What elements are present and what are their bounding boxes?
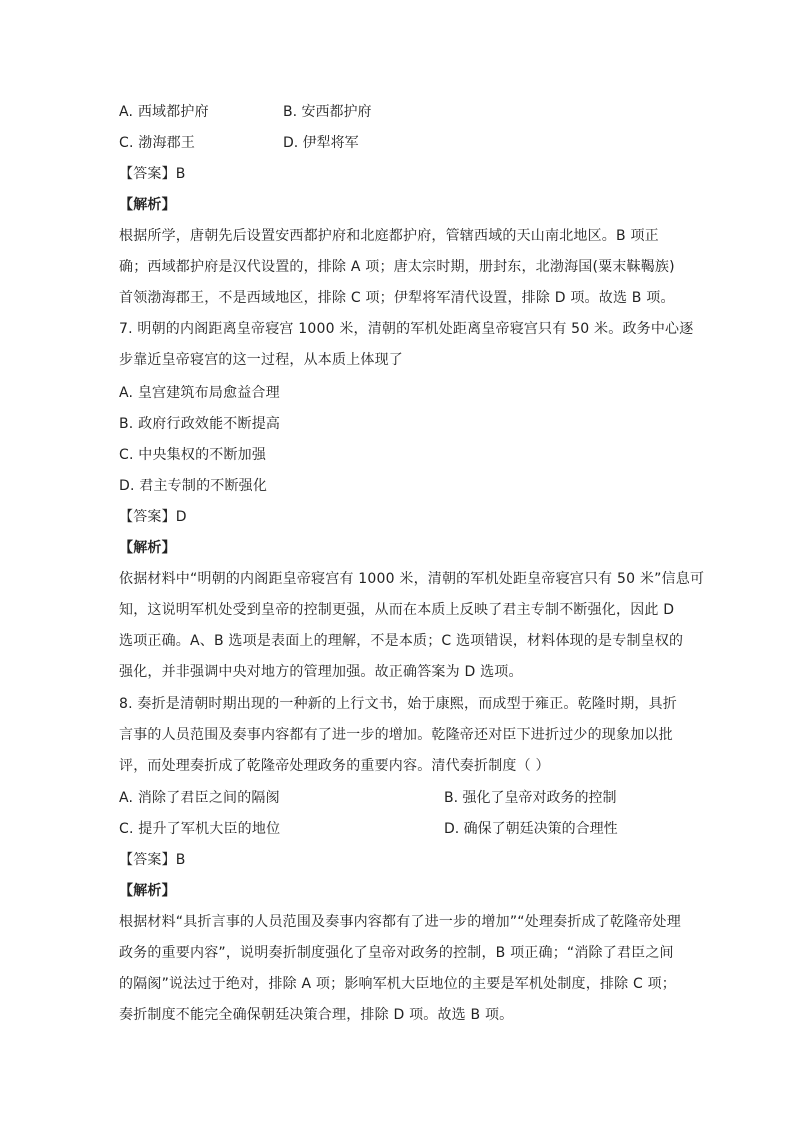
- q8-option-b: B. 强化了皇帝对政务的控制: [444, 790, 617, 806]
- q8-option-d: D. 确保了朝廷决策的合理性: [444, 821, 618, 837]
- q7-analysis-line: 强化，并非强调中央对地方的管理加强。故正确答案为 D 选项。: [119, 664, 523, 680]
- q8-analysis-label: 【解析】: [119, 883, 176, 899]
- q8-answer: 【答案】B: [119, 852, 186, 868]
- q8-analysis-line: 政务的重要内容”，说明奏折制度强化了皇帝对政务的控制，B 项正确；“消除了君臣之间: [119, 945, 674, 961]
- q7-option-b: B. 政府行政效能不断提高: [119, 416, 281, 432]
- q7-analysis-label: 【解析】: [119, 540, 176, 556]
- q7-option-d: D. 君主专制的不断强化: [119, 478, 268, 494]
- q7-stem-line: 7. 明朝的内阁距离皇帝寝宫 1000 米，清朝的军机处距离皇帝寝宫只有 50 米。政务中心逐: [119, 321, 694, 337]
- q7-option-c: C. 中央集权的不断加强: [119, 447, 267, 463]
- q7-analysis-line: 选项正确。A、B 选项是表面上的理解，不是本质；C 选项错误，材料体现的是专制皇权的: [119, 633, 684, 649]
- q8-option-a: A. 消除了君臣之间的隔阂: [119, 790, 280, 806]
- q6-analysis-line: 确；西域都护府是汉代设置的，排除 A 项；唐太宗时期，册封东，北渤海国(粟末靺鞨族): [119, 259, 675, 275]
- q8-stem-line: 言事的人员范围及奏事内容都有了进一步的增加。乾隆帝还对臣下进折过少的现象加以批: [119, 727, 673, 743]
- q8-analysis-line: 根据材料“具折言事的人员范围及奏事内容都有了进一步的增加”“处理奏折成了乾隆帝处理: [119, 914, 681, 930]
- q8-analysis-line: 的隔阂”说法过于绝对，排除 A 项；影响军机大臣地位的主要是军机处制度，排除 C 项；: [119, 976, 677, 992]
- q7-stem-line: 步靠近皇帝寝宫的这一过程，从本质上体现了: [119, 352, 403, 368]
- q6-option-a: A. 西域都护府: [119, 104, 209, 120]
- q8-stem-line: 8. 奏折是清朝时期出现的一种新的上行文书，始于康熙，而成型于雍正。乾隆时期，具折: [119, 696, 678, 712]
- q7-analysis-line: 知，这说明军机处受到皇帝的控制更强，从而在本质上反映了君主专制不断强化，因此 D: [119, 602, 675, 618]
- q6-analysis-line: 根据所学，唐朝先后设置安西都护府和北庭都护府，管辖西域的天山南北地区。B 项正: [119, 228, 659, 244]
- q8-analysis-line: 奏折制度不能完全确保朝廷决策合理，排除 D 项。故选 B 项。: [119, 1007, 514, 1023]
- q6-analysis-line: 首领渤海郡王，不是西域地区，排除 C 项；伊犁将军清代设置，排除 D 项。故选 B 项。: [119, 290, 675, 306]
- q7-answer: 【答案】D: [119, 509, 187, 525]
- q8-option-c: C. 提升了军机大臣的地位: [119, 821, 281, 837]
- q8-stem-line: 评，而处理奏折成了乾隆帝处理政务的重要内容。清代奏折制度（ ）: [119, 758, 550, 774]
- q6-option-d: D. 伊犁将军: [283, 135, 359, 151]
- q7-analysis-line: 依据材料中“明朝的内阁距皇帝寝宫有 1000 米，清朝的军机处距皇帝寝宫只有 50 米”信息可: [119, 571, 705, 587]
- q6-answer: 【答案】B: [119, 166, 186, 182]
- q6-option-b: B. 安西都护府: [283, 104, 372, 120]
- q6-option-c: C. 渤海郡王: [119, 135, 196, 151]
- q7-option-a: A. 皇宫建筑布局愈益合理: [119, 385, 280, 401]
- q6-analysis-label: 【解析】: [119, 197, 176, 213]
